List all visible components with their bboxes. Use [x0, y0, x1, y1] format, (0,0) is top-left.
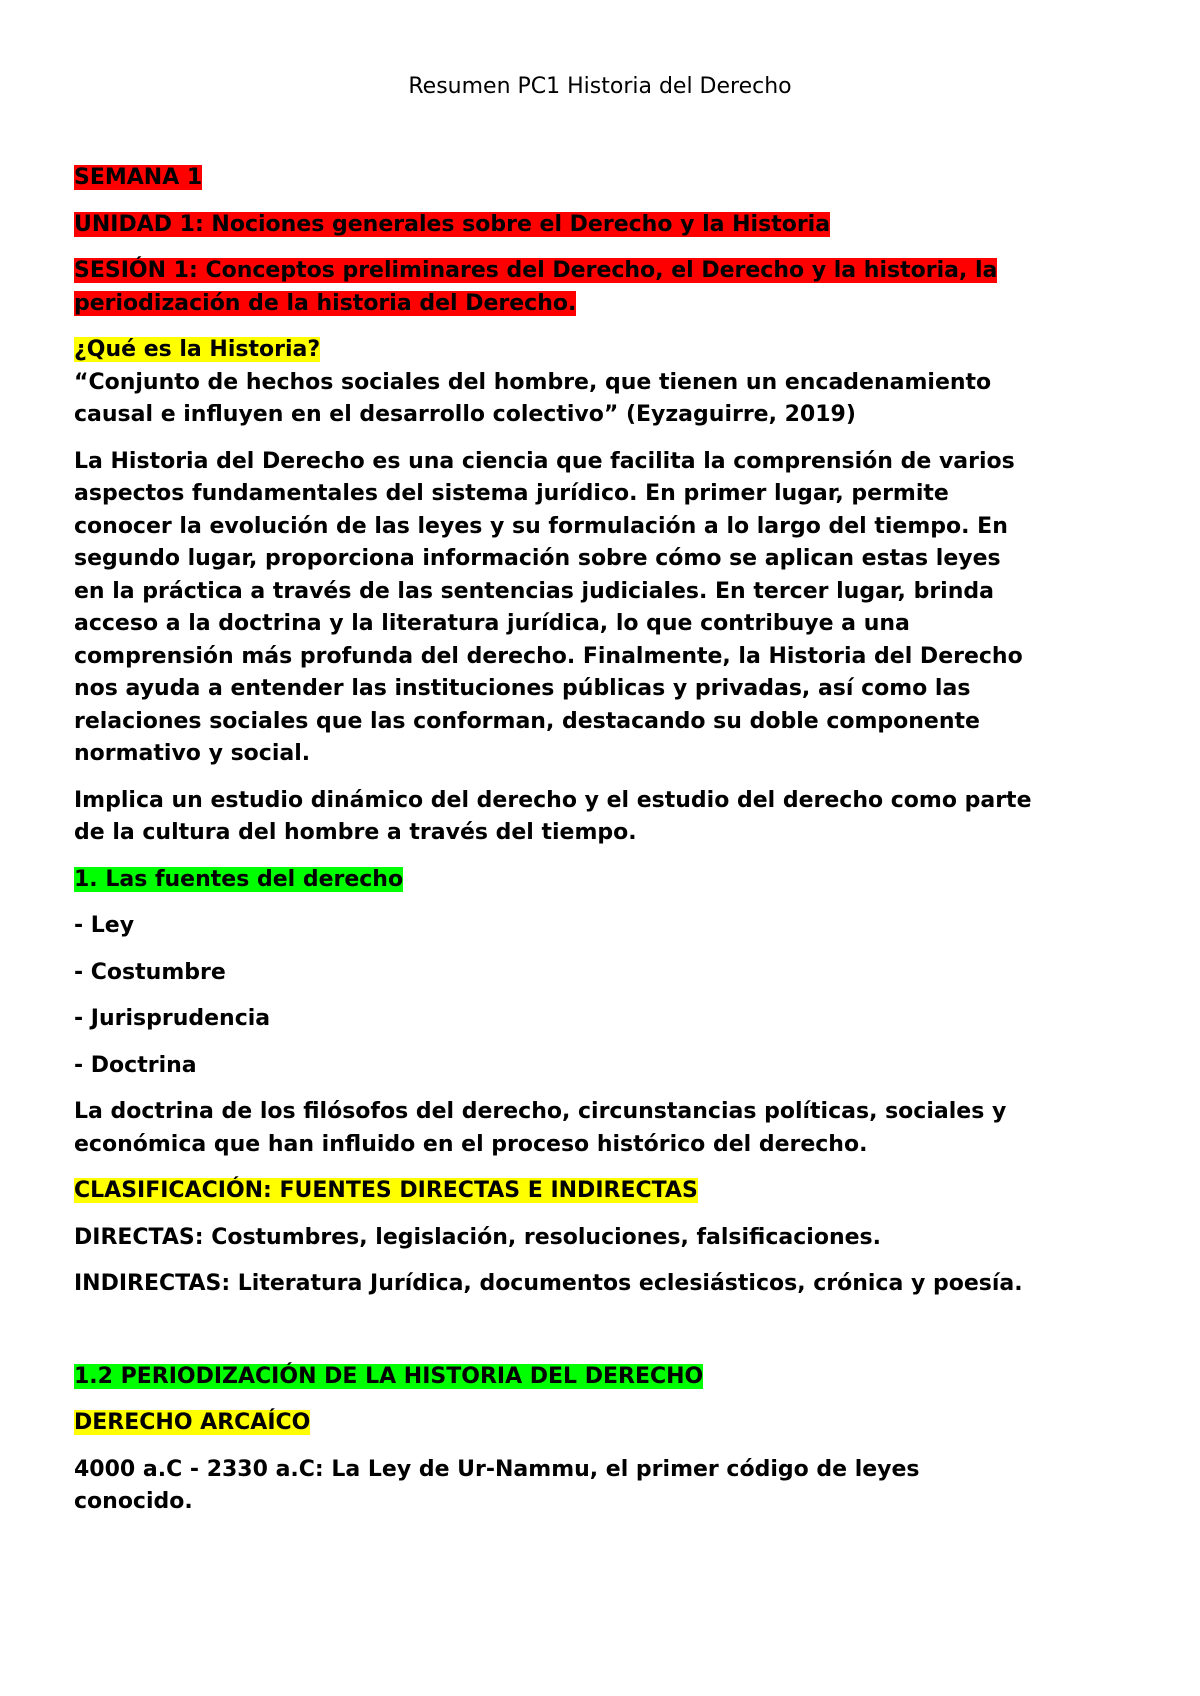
section-1-heading [74, 864, 1126, 897]
paragraph-history-of-law [74, 446, 1126, 771]
quote-line-2: causal e influyen en el desarrollo colectivo” (Eyzaguirre, 2019) [74, 402, 856, 427]
paragraph-line: La Historia del Derecho es una ciencia que facilita la comprensión de varios [74, 448, 1015, 474]
ur-nammu-paragraph [74, 1454, 1126, 1519]
question-block [74, 334, 1126, 432]
paragraph-line: La doctrina de los filósofos del derecho, circunstancias políticas, sociales y [74, 1099, 1007, 1124]
unit-heading [74, 209, 1126, 242]
paragraph-line: conocer la evolución de las leyes y su formulación a lo largo del tiempo. En [74, 513, 1008, 539]
session-heading-line-1: SESIÓN 1: Conceptos preliminares del Derecho, el Derecho y la historia, la [74, 258, 998, 283]
paragraph-line: normativo y social. [74, 741, 311, 766]
archaic-law-heading [74, 1407, 1126, 1440]
paragraph-line: segundo lugar, proporciona información sobre cómo se aplican estas leyes [74, 546, 1001, 571]
quote-line-1: “Conjunto de hechos sociales del hombre, que tienen un encadenamiento [74, 369, 992, 395]
archaic-law-heading-text: DERECHO ARCAÍCO [74, 1410, 311, 1435]
paragraph-line: acceso a la doctrina y la literatura jurídica, lo que contribuye a una [74, 611, 910, 636]
week-heading-text: SEMANA 1 [74, 165, 203, 190]
session-heading-line-2: periodización de la historia del Derecho. [74, 290, 577, 316]
paragraph-line: comprensión más profunda del derecho. Finalmente, la Historia del Derecho [74, 643, 1023, 669]
paragraph-line: económica que han influido en el proceso histórico del derecho. [74, 1131, 868, 1157]
week-heading [74, 162, 1126, 195]
list-item-ley: - Ley [74, 913, 135, 938]
indirect-sources: INDIRECTAS: Literatura Jurídica, documentos eclesiásticos, crónica y poesía. [74, 1271, 1023, 1296]
paragraph-line: 4000 a.C - 2330 a.C: La Ley de Ur-Nammu, el primer código de leyes [74, 1456, 920, 1482]
paragraph-line: relaciones sociales que las conforman, destacando su doble componente [74, 708, 980, 734]
section-1-heading-text: 1. Las fuentes del derecho [74, 866, 404, 892]
paragraph-line: Implica un estudio dinámico del derecho y el estudio del derecho como parte [74, 787, 1032, 813]
classification-heading [74, 1175, 1126, 1208]
section-1-2-heading [74, 1361, 1126, 1394]
paragraph-line: en la práctica a través de las sentencias judiciales. En tercer lugar, brinda [74, 578, 994, 604]
paragraph-line: conocido. [74, 1489, 193, 1514]
list-item-jurisprudencia: - Jurisprudencia [74, 1006, 271, 1031]
list-item-doctrina: - Doctrina [74, 1052, 197, 1078]
paragraph-line: nos ayuda a entender las instituciones públicas y privadas, así como las [74, 676, 971, 701]
unit-heading-text: UNIDAD 1: Nociones generales sobre el Derecho y la Historia [74, 211, 831, 237]
list-item-costumbre: - Costumbre [74, 959, 226, 985]
paragraph-line: aspectos fundamentales del sistema jurídico. En primer lugar, permite [74, 481, 949, 506]
question-heading: ¿Qué es la Historia? [74, 337, 321, 362]
section-1-2-heading-text: 1.2 PERIODIZACIÓN DE LA HISTORIA DEL DERECHO [74, 1363, 704, 1389]
paragraph-line: de la cultura del hombre a través del tiempo. [74, 820, 637, 845]
document-title: Resumen PC1 Historia del Derecho [408, 74, 792, 99]
direct-sources: DIRECTAS: Costumbres, legislación, resoluciones, falsificaciones. [74, 1224, 881, 1250]
paragraph-dynamic-study [74, 785, 1126, 850]
classification-heading-text: CLASIFICACIÓN: FUENTES DIRECTAS E INDIRECTAS [74, 1178, 698, 1203]
session-heading [74, 255, 1126, 320]
paragraph-doctrina [74, 1096, 1126, 1161]
